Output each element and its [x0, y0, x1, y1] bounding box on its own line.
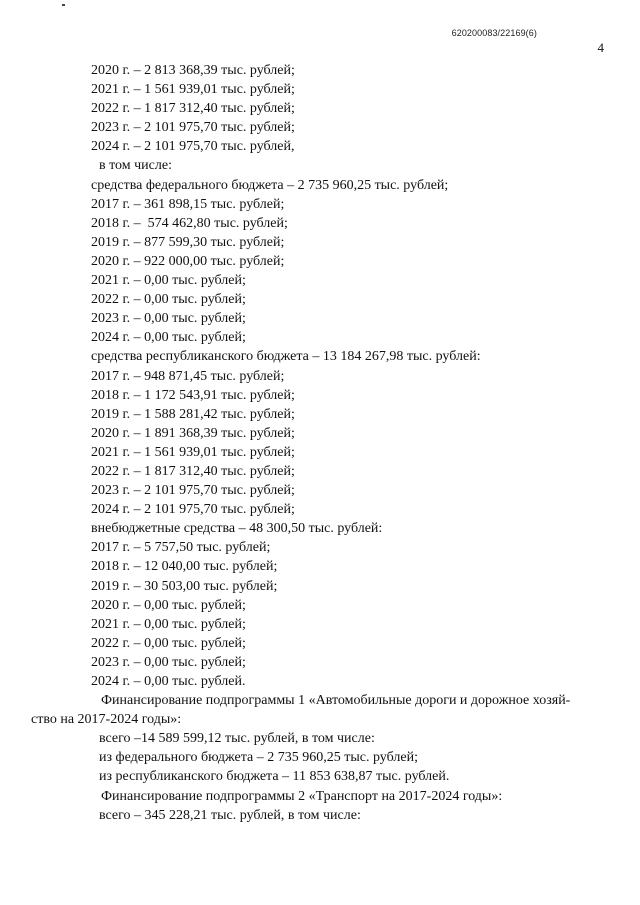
page-number: 4 [597, 40, 604, 55]
extrabudget-line: внебюджетные средства – 48 300,50 тыс. рублей: [91, 521, 383, 537]
text-line: 2023 г. – 2 101 975,70 тыс. рублей; [91, 483, 295, 499]
text-line: 2023 г. – 0,00 тыс. рублей; [91, 311, 246, 327]
text-line: 2020 г. – 2 813 368,39 тыс. рублей; [91, 63, 295, 78]
text-line: 2020 г. – 0,00 тыс. рублей; [91, 597, 246, 613]
text-line: 2022 г. – 0,00 тыс. рублей; [91, 292, 246, 308]
text-line: 2024 г. – 2 101 975,70 тыс. рублей, [91, 139, 295, 155]
subprogram-2-total: всего – 345 228,21 тыс. рублей, в том числе: [99, 807, 361, 823]
text-line: 2018 г. – 1 172 543,91 тыс. рублей; [91, 387, 295, 403]
document-code: 620200083/22169(6) [451, 28, 537, 38]
text-line: 2017 г. – 5 757,50 тыс. рублей; [91, 540, 271, 556]
text-line: 2020 г. – 1 891 368,39 тыс. рублей; [91, 425, 295, 441]
text-line: 2024 г. – 2 101 975,70 тыс. рублей; [91, 502, 295, 518]
subprogram-1-heading-cont: ство на 2017-2024 годы»: [31, 712, 182, 728]
text-line: 2019 г. – 30 503,00 тыс. рублей; [91, 578, 278, 594]
text-line: 2019 г. – 1 588 281,42 тыс. рублей; [91, 406, 295, 422]
republic-budget-line: средства республиканского бюджета – 13 184 267,98 тыс. рублей: [91, 349, 481, 365]
text-line: 2021 г. – 0,00 тыс. рублей; [91, 273, 246, 289]
text-line: 2024 г. – 0,00 тыс. рублей; [91, 330, 246, 346]
text-line: 2021 г. – 1 561 939,01 тыс. рублей; [91, 444, 295, 460]
text-line: 2022 г. – 0,00 тыс. рублей; [91, 635, 246, 651]
scan-mark [62, 4, 65, 6]
text-line: 2017 г. – 361 898,15 тыс. рублей; [91, 196, 285, 212]
text-line: 2022 г. – 1 817 312,40 тыс. рублей; [91, 463, 295, 479]
subprogram-1-republic: из республиканского бюджета – 11 853 638,87 тыс. рублей. [99, 769, 450, 785]
text-line: 2021 г. – 0,00 тыс. рублей; [91, 616, 246, 632]
text-line: 2023 г. – 2 101 975,70 тыс. рублей; [91, 120, 295, 136]
text-line: 2017 г. – 948 871,45 тыс. рублей; [91, 368, 285, 384]
text-line: в том числе: [99, 158, 172, 174]
text-line: 2018 г. – 574 462,80 тыс. рублей; [91, 215, 288, 231]
subprogram-1-federal: из федерального бюджета – 2 735 960,25 тыс. рублей; [99, 750, 418, 766]
subprogram-1-heading: Финансирование подпрограммы 1 «Автомобильные дороги и дорожное хозяй- [101, 693, 571, 709]
text-line: 2020 г. – 922 000,00 тыс. рублей; [91, 253, 285, 269]
subprogram-1-total: всего –14 589 599,12 тыс. рублей, в том числе: [99, 731, 375, 747]
document-body [31, 61, 611, 825]
text-line: 2018 г. – 12 040,00 тыс. рублей; [91, 559, 278, 575]
text-line: 2024 г. – 0,00 тыс. рублей. [91, 674, 246, 689]
text-line: 2023 г. – 0,00 тыс. рублей; [91, 654, 246, 670]
federal-budget-line: средства федерального бюджета – 2 735 960,25 тыс. рублей; [91, 177, 449, 193]
text-line: 2022 г. – 1 817 312,40 тыс. рублей; [91, 101, 295, 117]
subprogram-2-heading: Финансирование подпрограммы 2 «Транспорт на 2017-2024 годы»: [101, 788, 503, 804]
text-line: 2019 г. – 877 599,30 тыс. рублей; [91, 234, 285, 250]
text-line: 2021 г. – 1 561 939,01 тыс. рублей; [91, 82, 295, 98]
